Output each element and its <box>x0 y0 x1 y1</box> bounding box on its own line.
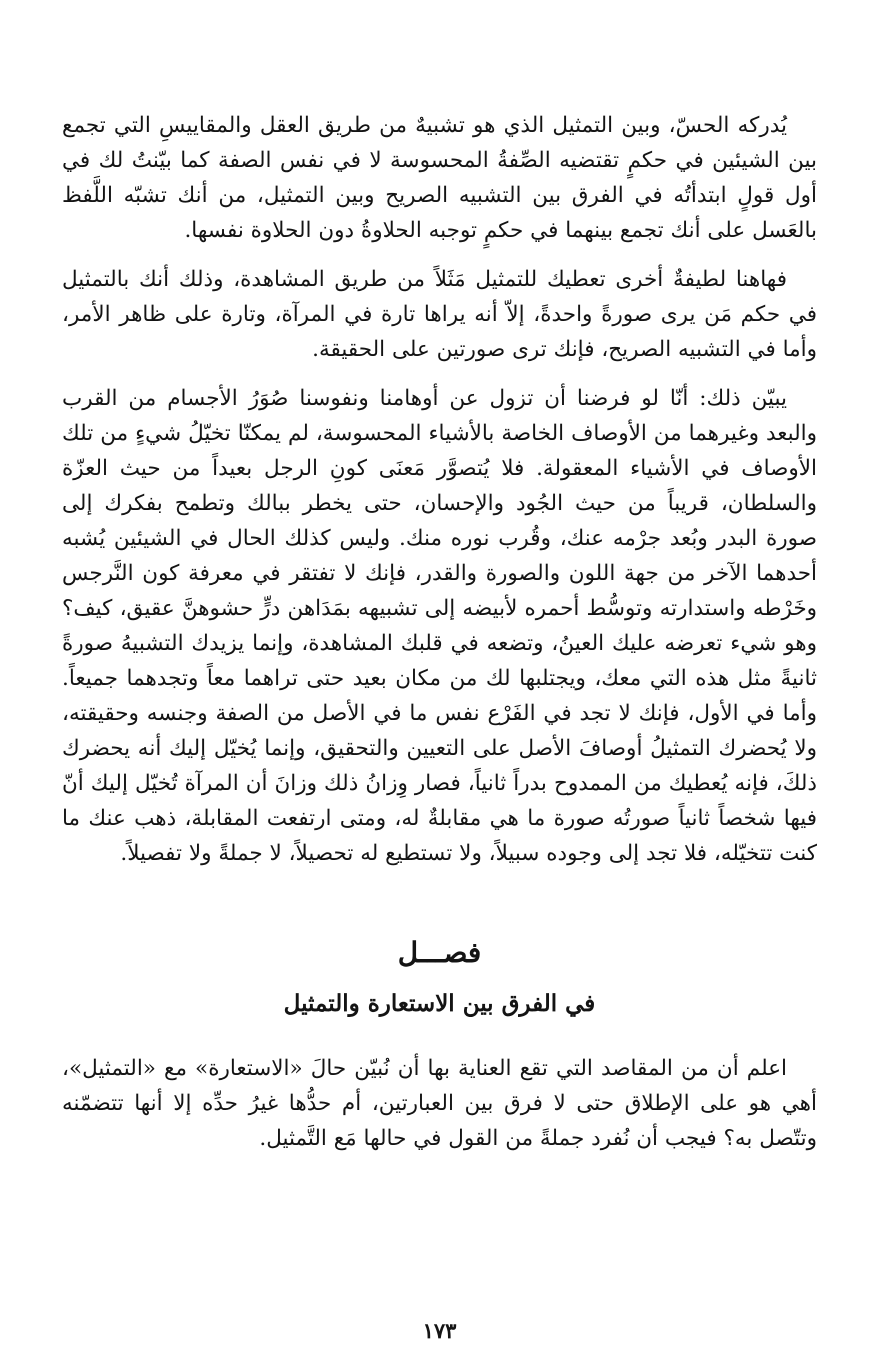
section-subtitle: في الفرق بين الاستعارة والتمثيل <box>283 990 596 1017</box>
page-number: ١٧٣ <box>422 1318 457 1343</box>
section-paragraph: اعلم أن من المقاصد التي تقع العناية بها أن نُبيّن حالَ «الاستعارة» مع «التمثيل»، أهي هو على الإطلاق حتى لا فرق بين العبارتين، أم حدُّها غيرُ حدِّه إلا أنها تتضمّنه وتتّصل به؟ فيجب أن نُفرد جملةً من القول في حالها مَع التَّمثيل. <box>62 1056 817 1151</box>
section-title: فصـــل <box>397 936 482 969</box>
paragraph-2: فهاهنا لطيفةٌ أخرى تعطيك للتمثيل مَثَلاً من طريق المشاهدة، وذلك أنك بالتمثيل في حكم مَن يرى صورةً واحدةً، إلاّ أنه يراها تارة في المرآة، وتارة على ظاهر الأمر، وأما في التشبيه الصريح، فإنك ترى صورتين على الحقيقة. <box>62 267 817 362</box>
paragraph-1: يُدركه الحسّ، وبين التمثيل الذي هو تشبيهٌ من طريق العقل والمقاييسِ التي تجمع بين الشيئين في حكمٍ تقتضيه الصِّفةُ المحسوسة لا في نفس الصفة كما بيّنتُ لك في أول قولٍ ابتدأتُه في الفرق بين التشبيه الصريح وبين التمثيل، من أنك تشبّه اللَّفظ بالعَسل على أنك تجمع بينهما في حكمٍ توجبه الحلاوةُ دون الحلاوة نفسها. <box>62 113 817 243</box>
paragraph-3: يبيّن ذلك: أنّا لو فرضنا أن تزول عن أوهامنا ونفوسنا صُوَرُ الأجسام من القرب والبعد وغيرهما من الأوصاف الخاصة بالأشياء المحسوسة، لم يمكنّا تخيّلُ شيءٍ من تلك الأوصاف في الأشياء المعقولة. فلا يُتصوَّر مَعنَى كونِ الرجل بعيداً من حيث العزّة والسلطان، قريباً من حيث الجُود والإحسان، حتى يخطر ببالك وتطمح بفكرك إلى صورة البدر وبُعد جرْمه عنك، وقُرب نوره منك. وليس كذلك الحال في الشيئين يُشبه أحدهما الآخر من جهة اللون والصورة والقدر، فإنك لا تفتقر في معرفة كون النَّرجس وخَرْطه واستدارته وتوسُّط أحمره لأبيضه إلى تشبيهه بمَدَاهن درٍّ حشوهنَّ عقيق، كيف؟ وهو شيء تعرضه عليك العينُ، وتضعه في قلبك المشاهدة، وإنما يزيدك التشبيهُ صورةً ثانيةً مثل هذه التي معك، ويجتلبها لك من مكان بعيد حتى تراهما معاً وتجدهما جميعاً. وأما في الأول، فإنك لا تجد في الفَرْع نفس ما في الأصل من الصفة وجنسه وحقيقته، ولا يُحضرك التمثيلُ أوصافَ الأصل على التعيين والتحقيق، وإنما يُخيّل إليك أنه يحضرك ذلكَ، فإنه يُعطيك من الممدوح بدراً ثانياً، فصار وِزانُ ذلك وزانَ أن المرآة تُخيّل إليك أنّ فيها شخصاً ثانياً صورتُه صورة ما هي مقابلةٌ له، ومتى ارتفعت المقابلة، ذهب عنك ما كنت تتخيّله، فلا تجد إلى وجوده سبيلاً، ولا تستطيع له تحصيلاً، لا جملةً ولا تفصيلاً. <box>62 386 817 866</box>
